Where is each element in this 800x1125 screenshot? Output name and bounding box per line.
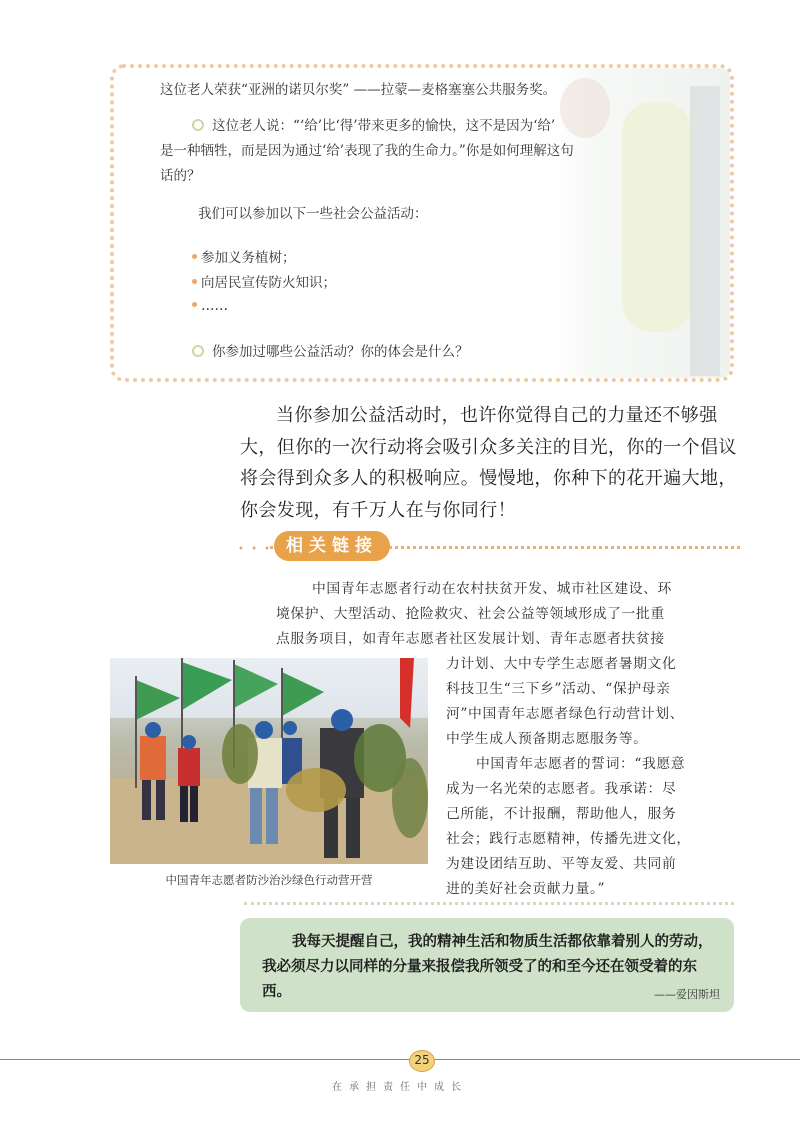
related-link-line: 社会；践行志愿精神，传播先进文化，: [446, 831, 691, 847]
footer-book-title: 在承担责任中成长: [332, 1082, 468, 1093]
footer-divider: [0, 1059, 800, 1060]
quote-box: [240, 918, 734, 1012]
related-link-line: 境保护、大型活动、抢险救灾、社会公益等领域形成了一批重: [276, 606, 665, 622]
quote-author: ——爱因斯坦: [654, 988, 720, 1001]
volunteer-tree-planting-photo: [110, 658, 428, 864]
question-one-line-2: 是一种牺牲，而是因为通过‘给’表现了我的生命力。”你是如何理解这句: [160, 143, 574, 159]
quote-divider: [244, 902, 734, 905]
related-link-line: 中国青年志愿者的誓词：“我愿意: [476, 756, 686, 772]
photo-caption: 中国青年志愿者防沙治沙绿色行动营开营: [165, 873, 373, 887]
main-paragraph: 当你参加公益活动时，也许你觉得自己的力量还不够强大，但你的一次行动将会吸引众多关注的目光，你的一个倡议将会得到众多人的积极响应。慢慢地，你种下的花开遍大地，你会发现，有千万人在与你同行！: [240, 405, 737, 521]
header-dots: • • •: [238, 544, 273, 555]
related-link-header: 相关链接: [274, 531, 390, 561]
activity-item: 向居民宣传防火知识；: [192, 271, 336, 296]
related-link-line: 点服务项目，如青年志愿者社区发展计划、青年志愿者扶贫接: [276, 631, 665, 647]
activity-item: ……: [192, 294, 228, 319]
quote-text: 我每天提醒自己，我的精神生活和物质生活都依靠着别人的劳动，我必须尽力以同样的分量来报偿我所领受了的和至今还在领受着的东西。: [262, 934, 713, 1000]
bullet-dot-icon: [192, 254, 197, 259]
related-link-line: 己所能，不计报酬，帮助他人，服务: [446, 806, 677, 822]
bullet-dot-icon: [192, 302, 197, 307]
related-link-line: 为建设团结互助、平等友爱、共同前: [446, 856, 677, 872]
reflection-box: [110, 64, 734, 382]
question-one-line-3: 话的？: [160, 168, 201, 184]
question-one-line-1: 这位老人说：“‘给’比‘得’带来更多的愉快，这不是因为‘给’: [192, 114, 555, 139]
related-link-line: 成为一名光荣的志愿者。我承诺：尽: [446, 781, 677, 797]
page-number-badge: 25: [409, 1050, 435, 1072]
question-ring-icon: [192, 119, 204, 131]
activity-item: 参加义务植树；: [192, 246, 296, 271]
bullet-dot-icon: [192, 279, 197, 284]
related-link-line: 中国青年志愿者行动在农村扶贫开发、城市社区建设、环: [312, 581, 672, 597]
related-link-line: 河”中国青年志愿者绿色行动营计划、: [446, 706, 685, 722]
question-two: 你参加过哪些公益活动？你的体会是什么？: [192, 340, 469, 365]
related-link-line: 力计划、大中专学生志愿者暑期文化: [446, 656, 677, 672]
question-ring-icon: [192, 345, 204, 357]
award-line: 这位老人荣获“亚洲的诺贝尔奖” ——拉蒙—麦格塞塞公共服务奖。: [160, 82, 557, 98]
related-link-line: 进的美好社会贡献力量。”: [446, 881, 606, 897]
activities-intro: 我们可以参加以下一些社会公益活动：: [198, 206, 428, 222]
related-link-line: 科技卫生“三下乡”活动、“保护母亲: [446, 681, 671, 697]
related-link-line: 中学生成人预备期志愿服务等。: [446, 731, 648, 747]
